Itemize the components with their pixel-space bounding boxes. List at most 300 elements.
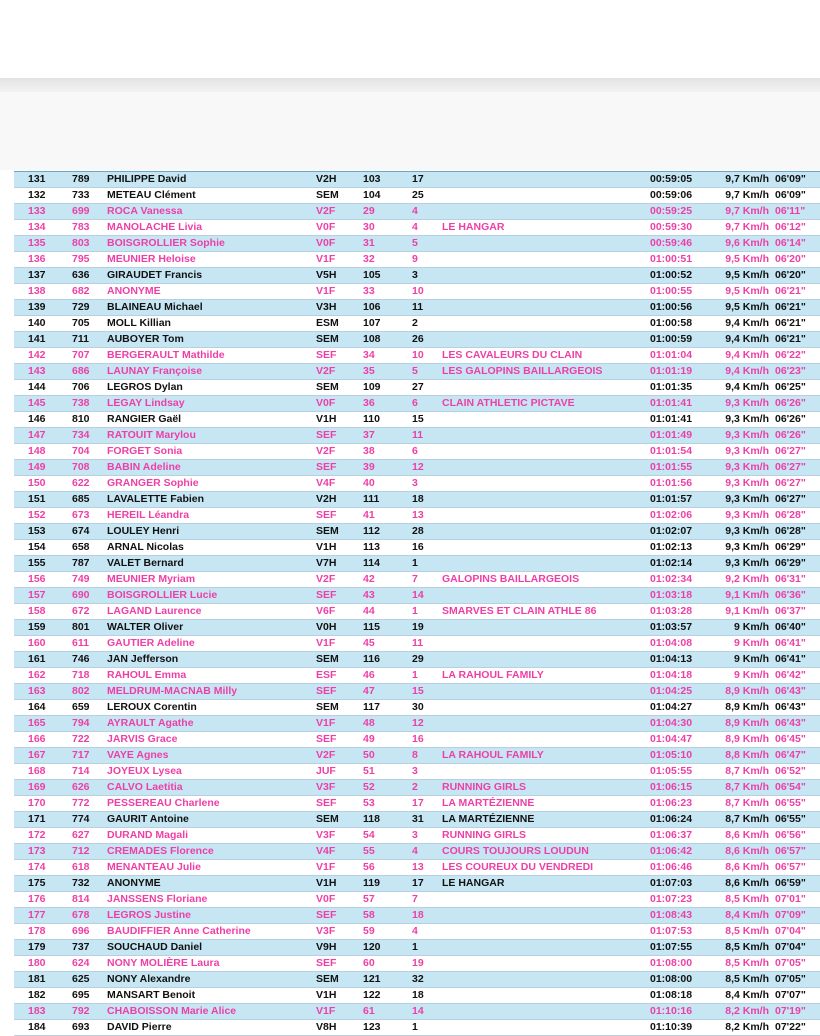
pace-cell: 06'57" <box>775 845 806 857</box>
speed-cell: 8,7 Km/h <box>725 781 769 793</box>
table-row <box>14 524 820 540</box>
time-cell: 01:04:47 <box>650 733 693 745</box>
rank-cell: 151 <box>28 493 46 505</box>
table-row <box>14 172 820 188</box>
category-rank-cell: 112 <box>363 525 380 537</box>
category-rank-cell: 39 <box>363 461 375 473</box>
bib-cell: 705 <box>72 317 90 329</box>
bib-cell: 714 <box>72 765 90 777</box>
category-position-cell: 17 <box>412 173 424 185</box>
pace-cell: 06'21" <box>775 285 806 297</box>
category-position-cell: 12 <box>412 461 424 473</box>
speed-cell: 9 Km/h <box>733 669 769 681</box>
bib-cell: 733 <box>72 189 90 201</box>
rank-cell: 144 <box>28 381 46 393</box>
category-position-cell: 3 <box>412 765 418 777</box>
category-cell: JUF <box>316 765 336 777</box>
bib-cell: 611 <box>72 637 89 649</box>
category-position-cell: 6 <box>412 397 418 409</box>
category-rank-cell: 109 <box>363 381 381 393</box>
table-row <box>14 204 820 220</box>
runner-name: BERGERAULT Mathilde <box>107 349 225 361</box>
category-cell: ESM <box>316 317 339 329</box>
category-position-cell: 31 <box>412 813 424 825</box>
time-cell: 00:59:46 <box>650 237 693 249</box>
rank-cell: 162 <box>28 669 46 681</box>
pace-cell: 06'56" <box>775 829 806 841</box>
category-rank-cell: 31 <box>363 237 375 249</box>
category-cell: V1F <box>316 637 336 649</box>
runner-name: HEREIL Léandra <box>107 509 190 521</box>
table-row <box>14 428 820 444</box>
time-cell: 01:07:55 <box>650 941 693 953</box>
bib-cell: 625 <box>72 973 90 985</box>
pace-cell: 07'04" <box>775 925 806 937</box>
category-position-cell: 28 <box>412 525 424 537</box>
pace-cell: 06'21" <box>775 333 806 345</box>
club-cell: LA MARTÉZIENNE <box>442 797 535 809</box>
category-position-cell: 27 <box>412 381 424 393</box>
speed-cell: 9,3 Km/h <box>725 445 769 457</box>
category-position-cell: 16 <box>412 541 424 553</box>
runner-name: VALET Bernard <box>107 557 184 569</box>
time-cell: 01:02:07 <box>650 525 693 537</box>
runner-name: LAVALETTE Fabien <box>107 493 205 505</box>
category-cell: SEF <box>316 797 337 809</box>
runner-name: MEUNIER Heloise <box>107 253 196 265</box>
runner-name: PHILIPPE David <box>107 173 187 185</box>
category-position-cell: 5 <box>412 237 418 249</box>
category-cell: V5H <box>316 269 337 281</box>
speed-cell: 9,3 Km/h <box>725 557 769 569</box>
pace-cell: 06'26" <box>775 429 806 441</box>
bib-cell: 678 <box>72 909 90 921</box>
bib-cell: 672 <box>72 605 90 617</box>
category-cell: V2H <box>316 493 337 505</box>
runner-name: GAURIT Antoine <box>107 813 189 825</box>
category-rank-cell: 47 <box>363 685 375 697</box>
bib-cell: 814 <box>72 893 90 905</box>
category-cell: SEF <box>316 685 337 697</box>
speed-cell: 8,7 Km/h <box>725 765 769 777</box>
category-position-cell: 26 <box>412 333 424 345</box>
pace-cell: 07'07" <box>775 989 806 1001</box>
category-rank-cell: 110 <box>363 413 380 425</box>
time-cell: 01:00:52 <box>650 269 693 281</box>
rank-cell: 179 <box>28 941 46 953</box>
club-cell: CLAIN ATHLETIC PICTAVE <box>442 397 575 409</box>
runner-name: MENANTEAU Julie <box>107 861 201 873</box>
rank-cell: 135 <box>28 237 46 249</box>
bib-cell: 794 <box>72 717 90 729</box>
category-rank-cell: 36 <box>363 397 375 409</box>
pace-cell: 07'19" <box>775 1005 806 1017</box>
time-cell: 01:07:53 <box>650 925 693 937</box>
table-row <box>14 860 820 876</box>
table-row <box>14 556 820 572</box>
rank-cell: 155 <box>28 557 46 569</box>
club-cell: LES COUREUX DU VENDREDI <box>442 861 594 873</box>
category-position-cell: 4 <box>412 845 418 857</box>
bib-cell: 707 <box>72 349 90 361</box>
rank-cell: 141 <box>28 333 46 345</box>
bib-cell: 738 <box>72 397 90 409</box>
rank-cell: 159 <box>28 621 46 633</box>
category-rank-cell: 123 <box>363 1021 381 1033</box>
category-position-cell: 4 <box>412 221 418 233</box>
table-row <box>14 700 820 716</box>
pace-cell: 06'09" <box>775 189 806 201</box>
bib-cell: 695 <box>72 989 90 1001</box>
time-cell: 01:01:49 <box>650 429 693 441</box>
category-position-cell: 4 <box>412 205 418 217</box>
rank-cell: 143 <box>28 365 46 377</box>
pace-cell: 06'26" <box>775 397 806 409</box>
category-rank-cell: 50 <box>363 749 375 761</box>
runner-name: BABIN Adeline <box>107 461 181 473</box>
speed-cell: 9 Km/h <box>733 621 769 633</box>
table-row <box>14 348 820 364</box>
runner-name: METEAU Clément <box>107 189 196 201</box>
rank-cell: 166 <box>28 733 46 745</box>
runner-name: AUBOYER Tom <box>107 333 184 345</box>
time-cell: 01:04:30 <box>650 717 693 729</box>
category-cell: V0F <box>316 397 336 409</box>
time-cell: 01:06:37 <box>650 829 693 841</box>
pace-cell: 06'21" <box>775 301 806 313</box>
time-cell: 01:06:15 <box>650 781 693 793</box>
table-row <box>14 828 820 844</box>
table-row <box>14 332 820 348</box>
category-position-cell: 1 <box>412 941 418 953</box>
speed-cell: 8,6 Km/h <box>725 829 769 841</box>
runner-name: MEUNIER Myriam <box>107 573 196 585</box>
speed-cell: 8,7 Km/h <box>725 797 769 809</box>
time-cell: 01:01:57 <box>650 493 693 505</box>
bib-cell: 732 <box>72 877 90 889</box>
runner-name: JARVIS Grace <box>107 733 178 745</box>
bib-cell: 792 <box>72 1005 90 1017</box>
category-cell: V1F <box>316 861 336 873</box>
rank-cell: 184 <box>28 1021 46 1033</box>
category-position-cell: 18 <box>412 989 424 1001</box>
speed-cell: 9,5 Km/h <box>725 301 769 313</box>
rank-cell: 161 <box>28 653 46 665</box>
speed-cell: 8,4 Km/h <box>725 909 769 921</box>
rank-cell: 147 <box>28 429 46 441</box>
time-cell: 01:00:55 <box>650 285 693 297</box>
speed-cell: 9,6 Km/h <box>725 237 769 249</box>
runner-name: BAUDIFFIER Anne Catherine <box>107 925 251 937</box>
pace-cell: 07'22" <box>775 1021 806 1033</box>
speed-cell: 8,4 Km/h <box>725 989 769 1001</box>
page-header-blank <box>0 92 820 170</box>
rank-cell: 171 <box>28 813 46 825</box>
results-table <box>14 171 820 1036</box>
bib-cell: 685 <box>72 493 90 505</box>
runner-name: ROCA Vanessa <box>107 205 183 217</box>
bib-cell: 772 <box>72 797 90 809</box>
category-cell: V4F <box>316 845 336 857</box>
bib-cell: 693 <box>72 1021 90 1033</box>
category-cell: V3F <box>316 781 336 793</box>
runner-name: VAYE Agnes <box>107 749 169 761</box>
category-rank-cell: 34 <box>363 349 375 361</box>
time-cell: 01:03:28 <box>650 605 693 617</box>
speed-cell: 9,4 Km/h <box>725 333 769 345</box>
runner-name: SOUCHAUD Daniel <box>107 941 203 953</box>
time-cell: 01:03:57 <box>650 621 693 633</box>
time-cell: 01:06:23 <box>650 797 693 809</box>
pace-cell: 06'23" <box>775 365 806 377</box>
rank-cell: 174 <box>28 861 46 873</box>
category-position-cell: 32 <box>412 973 424 985</box>
category-cell: SEM <box>316 333 339 345</box>
pace-cell: 06'47" <box>775 749 806 761</box>
bib-cell: 690 <box>72 589 90 601</box>
category-rank-cell: 35 <box>363 365 375 377</box>
speed-cell: 9 Km/h <box>733 637 769 649</box>
club-cell: SMARVES ET CLAIN ATHLE 86 <box>442 605 597 617</box>
category-cell: V1H <box>316 413 337 425</box>
table-row <box>14 300 820 316</box>
table-row <box>14 380 820 396</box>
category-cell: V2F <box>316 573 336 585</box>
category-cell: V0F <box>316 237 336 249</box>
table-row <box>14 892 820 908</box>
time-cell: 01:00:51 <box>650 253 693 265</box>
time-cell: 01:10:16 <box>650 1005 693 1017</box>
speed-cell: 8,9 Km/h <box>725 733 769 745</box>
category-cell: SEF <box>316 733 337 745</box>
category-rank-cell: 37 <box>363 429 375 441</box>
pace-cell: 06'27" <box>775 477 806 489</box>
speed-cell: 9,3 Km/h <box>725 429 769 441</box>
category-position-cell: 7 <box>412 893 418 905</box>
pace-cell: 06'52" <box>775 765 806 777</box>
speed-cell: 8,2 Km/h <box>725 1021 769 1033</box>
category-cell: SEM <box>316 653 339 665</box>
table-row <box>14 732 820 748</box>
runner-name: FORGET Sonia <box>107 445 183 457</box>
category-position-cell: 17 <box>412 797 424 809</box>
bib-cell: 622 <box>72 477 90 489</box>
category-cell: SEF <box>316 957 337 969</box>
pace-cell: 07'05" <box>775 957 806 969</box>
pace-cell: 06'27" <box>775 461 806 473</box>
category-cell: SEF <box>316 509 337 521</box>
club-cell: RUNNING GIRLS <box>442 781 526 793</box>
category-rank-cell: 29 <box>363 205 375 217</box>
pace-cell: 06'22" <box>775 349 806 361</box>
category-cell: SEM <box>316 813 339 825</box>
category-rank-cell: 103 <box>363 173 381 185</box>
category-rank-cell: 106 <box>363 301 381 313</box>
rank-cell: 158 <box>28 605 46 617</box>
bib-cell: 673 <box>72 509 90 521</box>
pace-cell: 06'55" <box>775 797 806 809</box>
category-position-cell: 3 <box>412 477 418 489</box>
category-rank-cell: 33 <box>363 285 375 297</box>
runner-name: ANONYME <box>107 877 161 889</box>
category-cell: SEF <box>316 429 337 441</box>
category-cell: V8H <box>316 1021 337 1033</box>
table-row <box>14 844 820 860</box>
bib-cell: 699 <box>72 205 90 217</box>
rank-cell: 183 <box>28 1005 46 1017</box>
category-position-cell: 17 <box>412 877 424 889</box>
bib-cell: 722 <box>72 733 90 745</box>
category-rank-cell: 56 <box>363 861 375 873</box>
club-cell: COURS TOUJOURS LOUDUN <box>442 845 589 857</box>
category-position-cell: 10 <box>412 349 424 361</box>
table-row <box>14 956 820 972</box>
category-rank-cell: 53 <box>363 797 375 809</box>
rank-cell: 152 <box>28 509 46 521</box>
bib-cell: 627 <box>72 829 90 841</box>
pace-cell: 06'21" <box>775 317 806 329</box>
pace-cell: 06'59" <box>775 877 806 889</box>
time-cell: 01:00:58 <box>650 317 693 329</box>
table-row <box>14 252 820 268</box>
category-position-cell: 15 <box>412 413 424 425</box>
table-row <box>14 460 820 476</box>
category-cell: V1F <box>316 717 336 729</box>
bib-cell: 636 <box>72 269 90 281</box>
runner-name: LEGROS Justine <box>107 909 192 921</box>
runner-name: GAUTIER Adeline <box>107 637 195 649</box>
speed-cell: 9,3 Km/h <box>725 525 769 537</box>
category-position-cell: 11 <box>412 429 424 441</box>
category-position-cell: 6 <box>412 445 418 457</box>
pace-cell: 07'09" <box>775 909 806 921</box>
category-position-cell: 2 <box>412 317 418 329</box>
category-rank-cell: 38 <box>363 445 375 457</box>
category-cell: SEM <box>316 701 339 713</box>
table-row <box>14 588 820 604</box>
runner-name: JAN Jefferson <box>107 653 179 665</box>
category-position-cell: 4 <box>412 925 418 937</box>
table-row <box>14 924 820 940</box>
category-rank-cell: 119 <box>363 877 380 889</box>
speed-cell: 9,1 Km/h <box>725 589 769 601</box>
rank-cell: 139 <box>28 301 46 313</box>
runner-name: JANSSENS Floriane <box>107 893 208 905</box>
category-position-cell: 12 <box>412 717 424 729</box>
table-row <box>14 876 820 892</box>
runner-name: GIRAUDET Francis <box>107 269 203 281</box>
rank-cell: 173 <box>28 845 46 857</box>
category-rank-cell: 59 <box>363 925 375 937</box>
category-rank-cell: 104 <box>363 189 381 201</box>
speed-cell: 9,5 Km/h <box>725 253 769 265</box>
pace-cell: 06'27" <box>775 445 806 457</box>
runner-name: RANGIER Gaël <box>107 413 182 425</box>
time-cell: 01:01:56 <box>650 477 693 489</box>
bib-cell: 706 <box>72 381 90 393</box>
table-row <box>14 604 820 620</box>
time-cell: 01:01:41 <box>650 397 693 409</box>
category-cell: V9H <box>316 941 337 953</box>
table-row <box>14 972 820 988</box>
table-row <box>14 636 820 652</box>
time-cell: 01:01:55 <box>650 461 693 473</box>
speed-cell: 9,3 Km/h <box>725 397 769 409</box>
category-cell: SEF <box>316 589 337 601</box>
pace-cell: 06'36" <box>775 589 806 601</box>
category-cell: V4F <box>316 477 336 489</box>
bib-cell: 659 <box>72 701 90 713</box>
table-row <box>14 716 820 732</box>
category-position-cell: 1 <box>412 669 418 681</box>
table-row <box>14 220 820 236</box>
category-cell: V2F <box>316 749 336 761</box>
category-rank-cell: 40 <box>363 477 375 489</box>
speed-cell: 9,3 Km/h <box>725 493 769 505</box>
speed-cell: 8,9 Km/h <box>725 685 769 697</box>
runner-name: MANOLACHE Livia <box>107 221 203 233</box>
runner-name: LAUNAY Françoise <box>107 365 203 377</box>
rank-cell: 160 <box>28 637 46 649</box>
time-cell: 01:05:10 <box>650 749 693 761</box>
rank-cell: 138 <box>28 285 46 297</box>
bib-cell: 801 <box>72 621 90 633</box>
category-cell: SEM <box>316 189 339 201</box>
table-row <box>14 796 820 812</box>
speed-cell: 8,9 Km/h <box>725 717 769 729</box>
bib-cell: 711 <box>72 333 89 345</box>
runner-name: RATOUIT Marylou <box>107 429 196 441</box>
club-cell: LE HANGAR <box>442 221 505 233</box>
rank-cell: 136 <box>28 253 46 265</box>
bib-cell: 803 <box>72 237 90 249</box>
rank-cell: 169 <box>28 781 46 793</box>
runner-name: LEGROS Dylan <box>107 381 183 393</box>
rank-cell: 140 <box>28 317 46 329</box>
club-cell: LA RAHOUL FAMILY <box>442 749 544 761</box>
category-rank-cell: 108 <box>363 333 381 345</box>
category-position-cell: 18 <box>412 493 424 505</box>
category-position-cell: 3 <box>412 829 418 841</box>
rank-cell: 172 <box>28 829 46 841</box>
category-rank-cell: 58 <box>363 909 375 921</box>
category-cell: V6F <box>316 605 336 617</box>
speed-cell: 8,6 Km/h <box>725 861 769 873</box>
rank-cell: 149 <box>28 461 46 473</box>
pace-cell: 06'14" <box>775 237 806 249</box>
category-rank-cell: 107 <box>363 317 381 329</box>
time-cell: 00:59:06 <box>650 189 693 201</box>
speed-cell: 8,6 Km/h <box>725 845 769 857</box>
club-cell: LES CAVALEURS DU CLAIN <box>442 349 583 361</box>
time-cell: 01:05:55 <box>650 765 693 777</box>
bib-cell: 704 <box>72 445 90 457</box>
table-row <box>14 940 820 956</box>
rank-cell: 176 <box>28 893 46 905</box>
pace-cell: 06'54" <box>775 781 806 793</box>
bib-cell: 674 <box>72 525 90 537</box>
category-position-cell: 10 <box>412 285 424 297</box>
category-position-cell: 1 <box>412 557 418 569</box>
category-position-cell: 18 <box>412 909 424 921</box>
runner-name: PESSEREAU Charlene <box>107 797 220 809</box>
pace-cell: 06'43" <box>775 717 806 729</box>
table-row <box>14 572 820 588</box>
pace-cell: 06'09" <box>775 173 806 185</box>
bib-cell: 618 <box>72 861 90 873</box>
bib-cell: 774 <box>72 813 90 825</box>
time-cell: 01:08:00 <box>650 973 693 985</box>
